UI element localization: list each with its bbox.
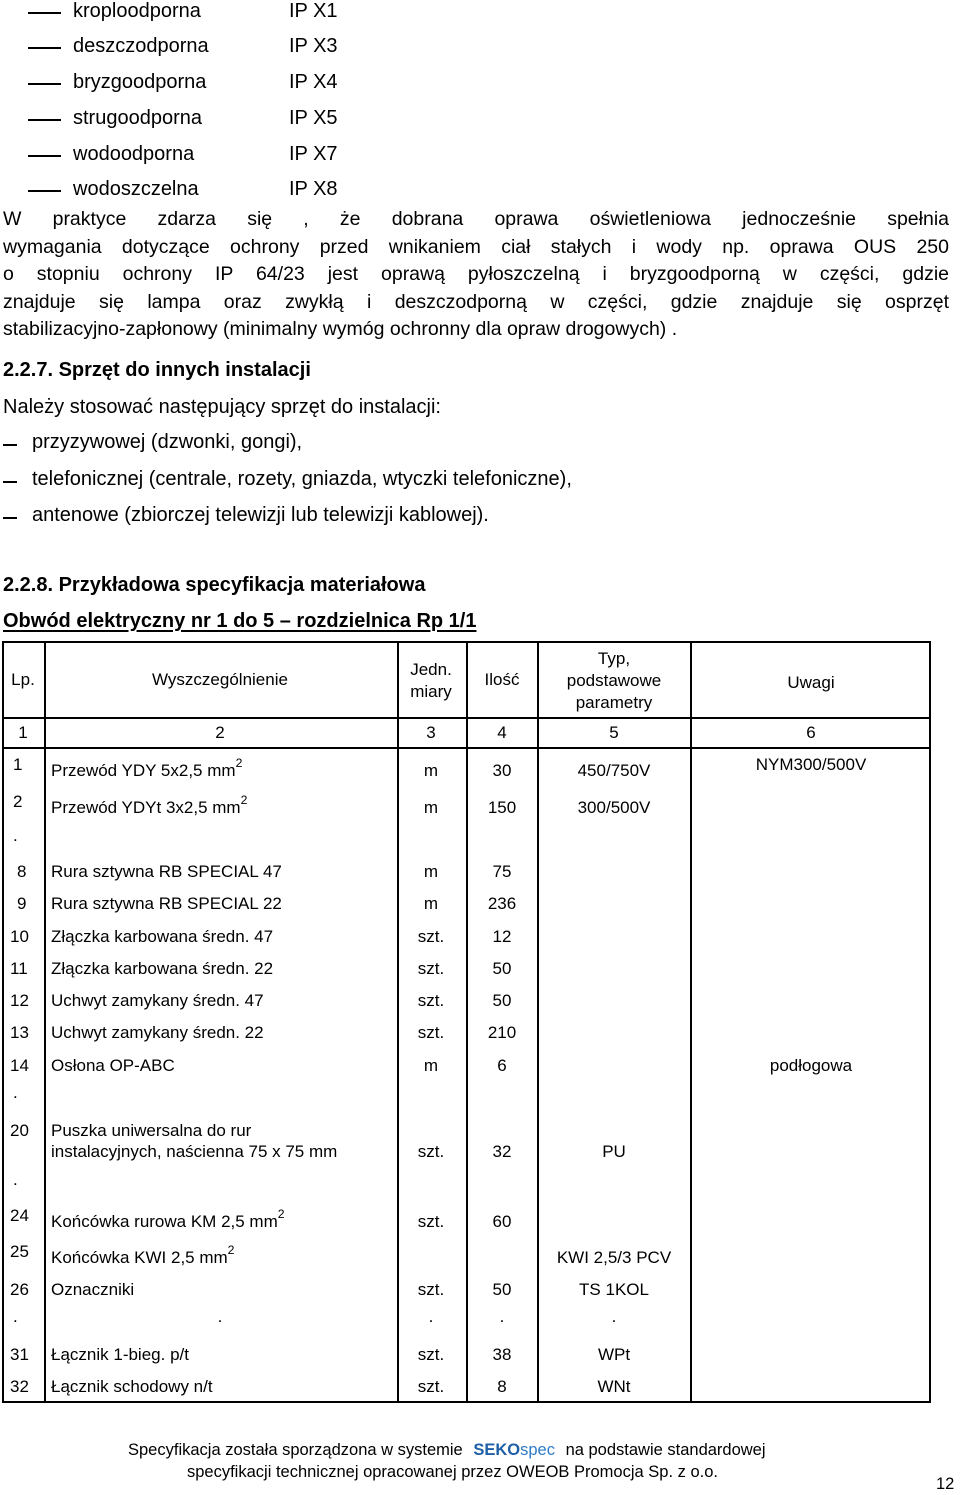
list-dash xyxy=(28,190,61,192)
row-name-sup: 2 xyxy=(235,756,243,771)
row-type: . xyxy=(611,1307,617,1326)
list-dash xyxy=(28,47,61,49)
row-lp: 24 xyxy=(10,1206,29,1225)
row-name: Łącznik schodowy n/t xyxy=(51,1377,213,1396)
list-dash xyxy=(3,517,17,519)
row-lp: 20 xyxy=(10,1121,29,1140)
row-name: Łącznik 1-bieg. p/t xyxy=(51,1345,189,1364)
row-name-sup: 2 xyxy=(240,793,248,808)
row-unit: m xyxy=(423,862,439,881)
row-type: WNt xyxy=(597,1377,631,1396)
paragraph-line: wymagania dotyczące ochrony przed wnikaniem ciał stałych i wody np. oprawa OUS 250 xyxy=(3,235,949,258)
list-dash xyxy=(28,12,61,14)
paragraph-line: o stopniu ochrony IP 64/23 jest oprawą pyłoszczelną i bryzgoodporną w części, gdzie xyxy=(3,263,949,285)
row-notes: NYM300/500V xyxy=(755,755,867,774)
protection-name: strugoodporna xyxy=(73,107,202,129)
header-type-line: podstawowe xyxy=(566,671,662,690)
row-lp: . xyxy=(13,826,18,845)
row-qty: 150 xyxy=(487,798,517,817)
row-unit: m xyxy=(423,761,439,780)
row-name-line2: instalacyjnych, naścienna 75 x 75 mm xyxy=(51,1142,338,1161)
paragraph-line: znajduje się lampa oraz zwykłą i deszczodporną w części, gdzie znajduje się osprzęt xyxy=(3,290,949,313)
table-title: Obwód elektryczny nr 1 do 5 – rozdzielnica Rp 1/1 xyxy=(3,610,477,632)
row-qty: 38 xyxy=(492,1345,512,1364)
header-qty: Ilość xyxy=(484,670,520,689)
section-heading: 2.2.7. Sprzęt do innych instalacji xyxy=(3,359,311,381)
row-type: KWI 2,5/3 PCV xyxy=(556,1248,672,1267)
row-qty: 75 xyxy=(492,862,512,881)
footer-line-1 xyxy=(128,1441,766,1460)
row-lp: 26 xyxy=(10,1280,29,1299)
row-name: . xyxy=(217,1307,223,1326)
row-qty: . xyxy=(499,1307,505,1326)
header-unit-line: miary xyxy=(410,682,452,701)
row-qty: 236 xyxy=(487,894,517,913)
row-lp: 31 xyxy=(10,1345,29,1364)
column-number: 5 xyxy=(609,723,619,742)
header-type-line: Typ, xyxy=(597,649,631,668)
row-unit: szt. xyxy=(417,1142,445,1161)
protection-name: wodoszczelna xyxy=(73,178,199,200)
list-dash xyxy=(28,155,61,157)
row-unit: szt. xyxy=(417,927,445,946)
row-qty: 12 xyxy=(492,927,512,946)
table-border xyxy=(537,641,539,1403)
row-name: Rura sztywna RB SPECIAL 22 xyxy=(51,894,282,913)
row-unit: szt. xyxy=(417,1345,445,1364)
header-type xyxy=(567,648,662,714)
row-name-text: Przewód YDY 5x2,5 mm xyxy=(51,761,236,780)
row-qty: 60 xyxy=(492,1212,512,1231)
row-name: Osłona OP-ABC xyxy=(51,1056,175,1075)
row-lp: 12 xyxy=(10,991,29,1010)
row-lp: 25 xyxy=(10,1242,29,1261)
row-name-text: Przewód YDYt 3x2,5 mm xyxy=(51,798,241,817)
row-lp: 11 xyxy=(10,959,28,978)
row-name xyxy=(51,1243,235,1268)
table-border xyxy=(929,641,931,1403)
row-lp: 9 xyxy=(17,894,27,913)
logo-seko: SEKO xyxy=(473,1441,521,1459)
header-notes: Uwagi xyxy=(787,673,835,692)
protection-name: wodoodporna xyxy=(73,143,195,165)
row-qty: 50 xyxy=(492,1280,512,1299)
row-type: 450/750V xyxy=(577,761,651,780)
protection-name: bryzgoodporna xyxy=(73,71,207,93)
protection-code: IP X5 xyxy=(289,107,338,129)
row-unit: . xyxy=(428,1307,434,1326)
equipment-item: telefonicznej (centrale, rozety, gniazda, wtyczki telefoniczne), xyxy=(32,468,572,490)
row-qty: 32 xyxy=(492,1142,512,1161)
header-name: Wyszczególnienie xyxy=(152,670,288,689)
row-lp: . xyxy=(13,1170,18,1189)
row-notes: podłogowa xyxy=(769,1056,853,1075)
protection-code: IP X4 xyxy=(289,71,338,93)
row-qty: 6 xyxy=(497,1056,507,1075)
table-border xyxy=(2,641,4,1403)
list-dash xyxy=(28,83,61,85)
protection-code: IP X1 xyxy=(289,0,338,22)
row-type: WPt xyxy=(597,1345,631,1364)
equipment-item: antenowe (zbiorczej telewizji lub telewizji kablowej). xyxy=(32,504,489,526)
row-name: Puszka uniwersalna do rur xyxy=(51,1121,252,1140)
row-name xyxy=(51,1207,285,1232)
row-unit: szt. xyxy=(417,1023,445,1042)
row-lp: 10 xyxy=(10,927,29,946)
protection-code: IP X8 xyxy=(289,178,338,200)
list-dash xyxy=(3,444,17,446)
row-qty: 50 xyxy=(492,991,512,1010)
protection-code: IP X7 xyxy=(289,143,338,165)
paragraph xyxy=(3,206,949,344)
row-name-text: Końcówka rurowa KM 2,5 mm xyxy=(51,1212,278,1231)
row-name-text: Końcówka KWI 2,5 mm xyxy=(51,1248,228,1267)
row-unit: szt. xyxy=(417,1212,445,1231)
protection-code: IP X3 xyxy=(289,35,338,57)
row-unit: szt. xyxy=(417,991,445,1010)
row-unit: szt. xyxy=(417,1280,445,1299)
row-name-sup: 2 xyxy=(277,1207,285,1222)
column-number: 1 xyxy=(18,723,28,742)
row-unit: m xyxy=(423,798,439,817)
row-qty: 210 xyxy=(487,1023,517,1042)
page-number: 12 xyxy=(936,1475,955,1493)
table-border xyxy=(397,641,399,1403)
logo-spec: spec xyxy=(520,1441,555,1459)
sekospec-logo xyxy=(473,1441,555,1459)
row-name: Rura sztywna RB SPECIAL 47 xyxy=(51,862,282,881)
row-type: TS 1KOL xyxy=(579,1280,649,1299)
row-name: Oznaczniki xyxy=(51,1280,135,1299)
row-unit: m xyxy=(423,894,439,913)
row-unit: szt. xyxy=(417,1377,445,1396)
row-lp: 2 xyxy=(13,792,23,811)
header-type-line: parametry xyxy=(575,693,653,712)
row-type: 300/500V xyxy=(577,798,651,817)
table-border xyxy=(466,641,468,1403)
row-name-sup: 2 xyxy=(227,1243,235,1258)
header-unit xyxy=(410,659,452,703)
paragraph-line: W praktyce zdarza się , że dobrana oprawa oświetleniowa jednocześnie spełnia xyxy=(3,208,949,230)
column-number: 4 xyxy=(497,723,507,742)
column-number: 6 xyxy=(806,723,816,742)
row-lp: 8 xyxy=(17,862,27,881)
row-unit: szt. xyxy=(417,959,445,978)
row-qty: 8 xyxy=(497,1377,507,1396)
row-name: Uchwyt zamykany średn. 47 xyxy=(51,991,264,1010)
row-name: Uchwyt zamykany średn. 22 xyxy=(51,1023,264,1042)
footer-text: Specyfikacja została sporządzona w systemie xyxy=(128,1441,463,1459)
row-name xyxy=(51,793,248,818)
section-heading: 2.2.8. Przykładowa specyfikacja materiałowa xyxy=(3,574,426,596)
row-name xyxy=(51,756,243,781)
row-qty: 50 xyxy=(492,959,512,978)
footer-line-2: specyfikacji technicznej opracowanej przez OWEOB Promocja Sp. z o.o. xyxy=(187,1463,718,1481)
row-lp: 1 xyxy=(13,755,23,774)
protection-name: kroploodporna xyxy=(73,0,201,22)
protection-name: deszczodporna xyxy=(73,35,209,57)
paragraph-line: stabilizacyjno-zapłonowy (minimalny wymóg ochronny dla opraw drogowych) . xyxy=(3,318,678,340)
section-intro: Należy stosować następujący sprzęt do instalacji: xyxy=(3,396,441,418)
row-unit: m xyxy=(423,1056,439,1075)
row-name: Złączka karbowana średn. 47 xyxy=(51,927,274,946)
row-name: Złączka karbowana średn. 22 xyxy=(51,959,274,978)
row-lp: . xyxy=(13,1307,18,1326)
footer-text: na podstawie standardowej xyxy=(565,1441,766,1459)
row-lp: 14 xyxy=(10,1056,29,1075)
row-lp: 32 xyxy=(10,1377,29,1396)
header-unit-line: Jedn. xyxy=(410,660,452,679)
header-lp: Lp. xyxy=(11,670,35,689)
row-lp: 13 xyxy=(10,1023,29,1042)
list-dash xyxy=(28,119,61,121)
table-border xyxy=(690,641,692,1403)
column-number: 2 xyxy=(215,723,225,742)
row-qty: 30 xyxy=(492,761,512,780)
row-type: PU xyxy=(602,1142,626,1161)
table-border xyxy=(44,641,46,1403)
list-dash xyxy=(3,481,17,483)
column-number: 3 xyxy=(426,723,436,742)
equipment-item: przyzywowej (dzwonki, gongi), xyxy=(32,431,303,453)
row-lp: . xyxy=(13,1083,18,1102)
